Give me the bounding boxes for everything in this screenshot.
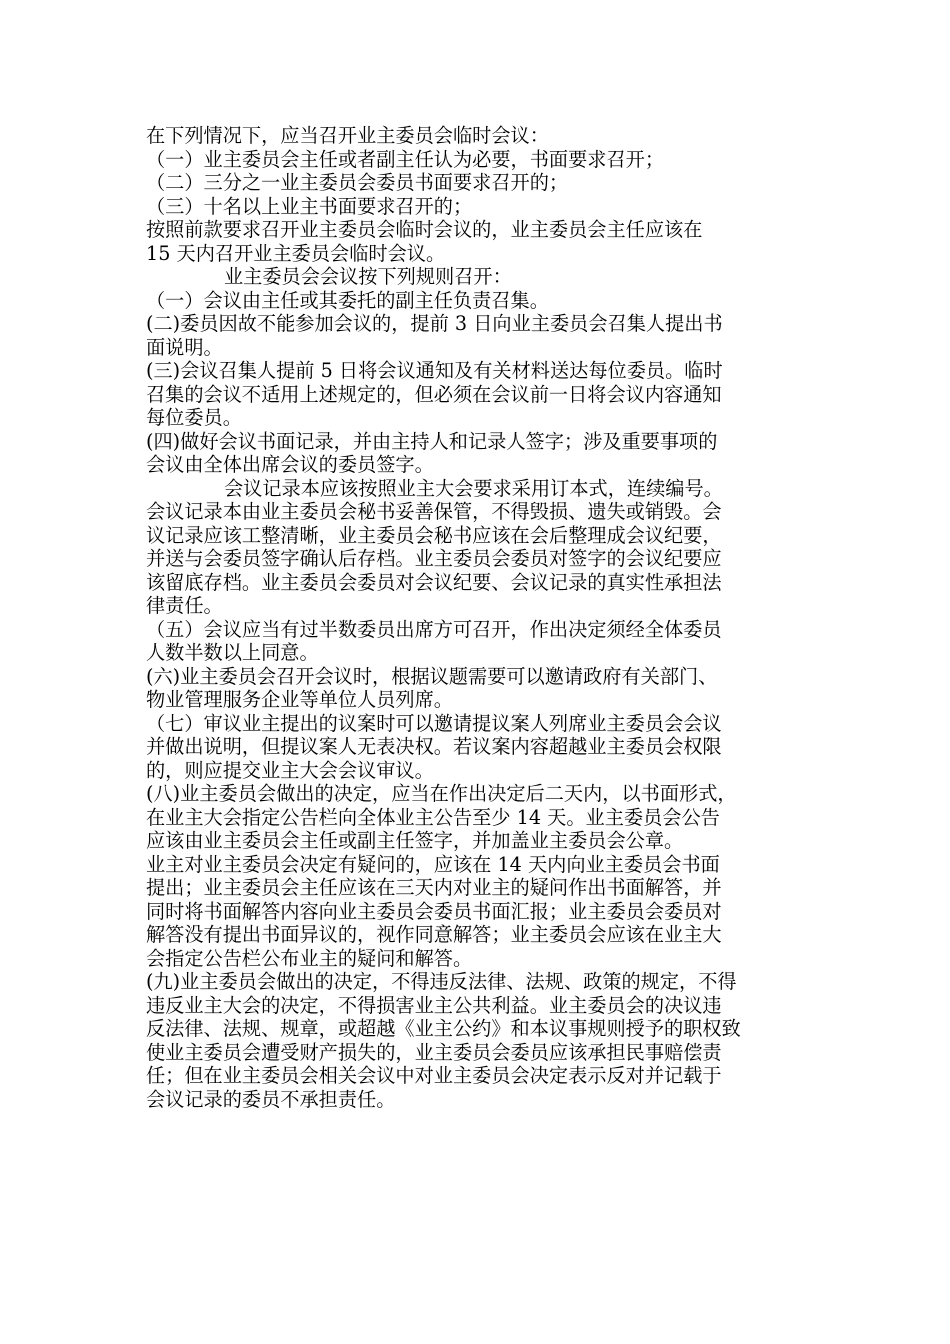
text-line: （一）会议由主任或其委托的副主任负责召集。 bbox=[146, 288, 549, 312]
text-line: 15 天内召开业主委员会临时会议。 bbox=[146, 241, 446, 265]
text-line: 会议记录本应该按照业主大会要求采用订本式，连续编号。 bbox=[224, 476, 723, 500]
text-line: 应该由业主委员会主任或副主任签字，并加盖业主委员会公章。 bbox=[146, 829, 684, 852]
text-line: (四)做好会议书面记录，并由主持人和记录人签字；涉及重要事项的 bbox=[146, 429, 718, 453]
text-line: 提出；业主委员会主任应该在三天内对业主的疑问作出书面解答，并 bbox=[146, 876, 722, 899]
text-line: (九)业主委员会做出的决定，不得违反法律、法规、政策的规定，不得 bbox=[146, 970, 737, 993]
text-line: 任；但在业主委员会相关会议中对业主委员会决定表示反对并记载于 bbox=[146, 1064, 722, 1087]
text-line: 会议由全体出席会议的委员签字。 bbox=[146, 453, 434, 476]
text-line: (八)业主委员会做出的决定，应当在作出决定后二天内，以书面形式， bbox=[146, 782, 737, 805]
text-line: （五）会议应当有过半数委员出席方可召开，作出决定须经全体委员 bbox=[146, 617, 722, 641]
text-line: 并送与会委员签字确认后存档。业主委员会委员对签字的会议纪要应 bbox=[146, 547, 722, 570]
text-line: (六)业主委员会召开会议时，根据议题需要可以邀请政府有关部门、 bbox=[146, 664, 718, 688]
text-line: 会指定公告栏公布业主的疑问和解答。 bbox=[146, 946, 473, 970]
text-line: 并做出说明，但提议案人无表决权。若议案内容超越业主委员会权限 bbox=[146, 735, 722, 758]
text-line: 面说明。 bbox=[146, 335, 223, 359]
text-line: 解答没有提出书面异议的，视作同意解答；业主委员会应该在业主大 bbox=[146, 923, 722, 946]
text-line: （三）十名以上业主书面要求召开的； bbox=[146, 194, 473, 218]
text-line: 在业主大会指定公告栏向全体业主公告至少 14 天。业主委员会公告 bbox=[146, 805, 720, 829]
text-line: 每位委员。 bbox=[146, 406, 242, 429]
text-line: 该留底存档。业主委员会委员对会议纪要、会议记录的真实性承担法 bbox=[146, 570, 722, 594]
text-line: 按照前款要求召开业主委员会临时会议的，业主委员会主任应该在 bbox=[146, 218, 703, 241]
text-line: （二）三分之一业主委员会委员书面要求召开的； bbox=[146, 171, 569, 194]
document-body bbox=[146, 124, 816, 1111]
text-line: 在下列情况下，应当召开业主委员会临时会议： bbox=[146, 124, 549, 147]
text-line: (二)委员因故不能参加会议的，提前 3 日向业主委员会召集人提出书 bbox=[146, 312, 723, 335]
text-line: （一）业主委员会主任或者副主任认为必要，书面要求召开； bbox=[146, 147, 665, 171]
text-line: 会议记录的委员不承担责任。 bbox=[146, 1087, 396, 1111]
text-line: （七）审议业主提出的议案时可以邀请提议案人列席业主委员会会议 bbox=[146, 711, 722, 735]
text-line: 议记录应该工整清晰，业主委员会秘书应该在会后整理成会议纪要， bbox=[146, 523, 722, 547]
text-line: (三)会议召集人提前 5 日将会议通知及有关材料送达每位委员。临时 bbox=[146, 359, 723, 382]
text-line: 律责任。 bbox=[146, 594, 223, 617]
text-line: 业主对业主委员会决定有疑问的，应该在 14 天内向业主委员会书面 bbox=[146, 852, 720, 876]
text-line: 人数半数以上同意。 bbox=[146, 641, 319, 664]
text-line: 召集的会议不适用上述规定的，但必须在会议前一日将会议内容通知 bbox=[146, 382, 722, 406]
text-line: 物业管理服务企业等单位人员列席。 bbox=[146, 688, 453, 711]
text-line: 反法律、法规、规章，或超越《业主公约》和本议事规则授予的职权致 bbox=[146, 1017, 741, 1040]
text-line: 同时将书面解答内容向业主委员会委员书面汇报；业主委员会委员对 bbox=[146, 899, 722, 923]
text-line: 的，则应提交业主大会会议审议。 bbox=[146, 758, 434, 782]
text-line: 会议记录本由业主委员会秘书妥善保管，不得毁损、遗失或销毁。会 bbox=[146, 500, 722, 523]
text-line: 违反业主大会的决定，不得损害业主公共利益。业主委员会的决议违 bbox=[146, 993, 722, 1017]
text-line: 业主委员会会议按下列规则召开： bbox=[224, 265, 512, 288]
text-line: 使业主委员会遭受财产损失的，业主委员会委员应该承担民事赔偿责 bbox=[146, 1040, 722, 1064]
